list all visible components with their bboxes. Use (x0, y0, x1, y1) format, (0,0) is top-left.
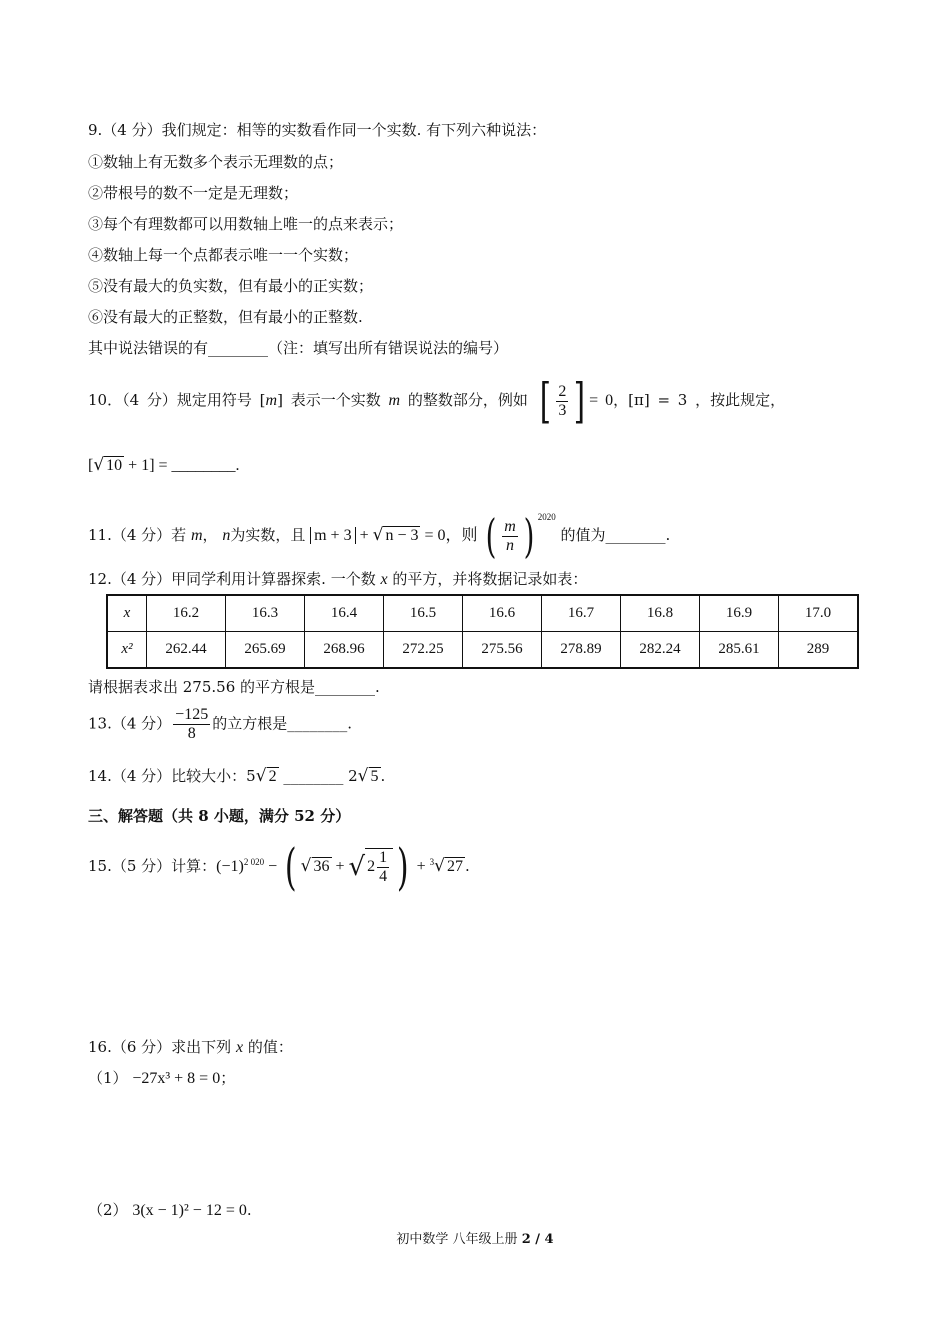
table-cell: 16.3 (226, 595, 305, 632)
table-cell: 275.56 (463, 632, 542, 669)
q15-line: 15.（5 分）计算：$(-1)^{2 020}$ − ( √ 36 + √ 2 $\frac{1}{4}$ ) + $^3$√ 27 . (88, 838, 470, 896)
q10-line1: 10．（4 分）规定用符号 [m] 表示一个实数 m 的整数部分，例如 [ $\frac{2}{3}$ ] = 0，[π] = 3 ，按此规定， (88, 373, 786, 429)
q15-fraction: $\frac{1}{4}$ (379, 849, 388, 885)
q9-item-3: ③每个有理数都可以用数轴上唯一的点来表示； (88, 215, 404, 233)
q9-item-4: ④数轴上每一个点都表示唯一一个实数； (88, 246, 359, 264)
table-head-x: x (107, 595, 147, 632)
table-cell: 17.0 (779, 595, 859, 632)
table-row (107, 632, 858, 669)
table-cell: 16.8 (621, 595, 700, 632)
q14-line: 14.（4 分）比较大小：5√ 2 ________ 2√ 5 . (88, 766, 386, 786)
q11-line: 11.（4 分）若 m， n为实数，且 m + 3 + √ n − 3 = 0，则 ( $\frac{m}{n}$ ) $^{2020}$ 的值为________. (88, 509, 671, 563)
table-cell: 265.69 (226, 632, 305, 669)
q9-stem: 9.（4 分）我们规定：相等的实数看作同一个实数. 有下列六种说法： (88, 121, 547, 139)
table-cell: 262.44 (147, 632, 226, 669)
q13-fraction: $\frac{-125}{8}$ (175, 706, 209, 742)
q13-line: 13.（4 分） $\frac{-125}{8}$ 的立方根是________. (88, 706, 352, 742)
q10-fraction: $\frac{2}{3}$ (558, 382, 567, 419)
table-cell: 268.96 (305, 632, 384, 669)
page-footer: 初中数学 八年级上册 2 / 4 (396, 1232, 554, 1247)
table-cell: 278.89 (542, 632, 621, 669)
section-three-title: 三、解答题（共 8 小题，满分 52 分） (88, 807, 351, 825)
table-row (107, 595, 858, 632)
q9-item-1: ①数轴上有无数多个表示无理数的点； (88, 153, 344, 171)
q9-item-5: ⑤没有最大的负实数，但有最小的正实数； (88, 277, 374, 295)
table-cell: 16.5 (384, 595, 463, 632)
table-cell: 16.6 (463, 595, 542, 632)
table-cell: 16.4 (305, 595, 384, 632)
table-cell: 289 (779, 632, 859, 669)
q16-stem: 16.（6 分）求出下列 x 的值： (88, 1038, 293, 1056)
q9-item-6: ⑥没有最大的正整数，但有最小的正整数. (88, 308, 363, 326)
q9-item-2: ②带根号的数不一定是无理数； (88, 184, 299, 202)
table-cell: 272.25 (384, 632, 463, 669)
q16-part-2: （2） 3(x − 1)² − 12 = 0. (88, 1201, 252, 1219)
table-cell: 282.24 (621, 632, 700, 669)
table-cell: 16.7 (542, 595, 621, 632)
q12-stem: 12.（4 分）甲同学利用计算器探索. 一个数 x 的平方，并将数据记录如表： (88, 570, 588, 588)
q10-line2: [√ 10 + 1] = ________. (88, 455, 240, 475)
table-cell: 16.2 (147, 595, 226, 632)
q11-fraction: $\frac{m}{n}$ (504, 517, 516, 554)
q16-part-1: （1） −27x³ + 8 = 0； (88, 1069, 236, 1087)
q12-ask: 请根据表求出 275.56 的平方根是________. (88, 678, 380, 696)
table-cell: 16.9 (700, 595, 779, 632)
q9-ask: 其中说法错误的有________（注：填写出所有错误说法的编号） (88, 339, 509, 357)
table-head-x-squared: x² (107, 632, 147, 669)
q12-table (106, 594, 859, 669)
table-cell: 285.61 (700, 632, 779, 669)
page-number: 2 / 4 (521, 1232, 554, 1247)
